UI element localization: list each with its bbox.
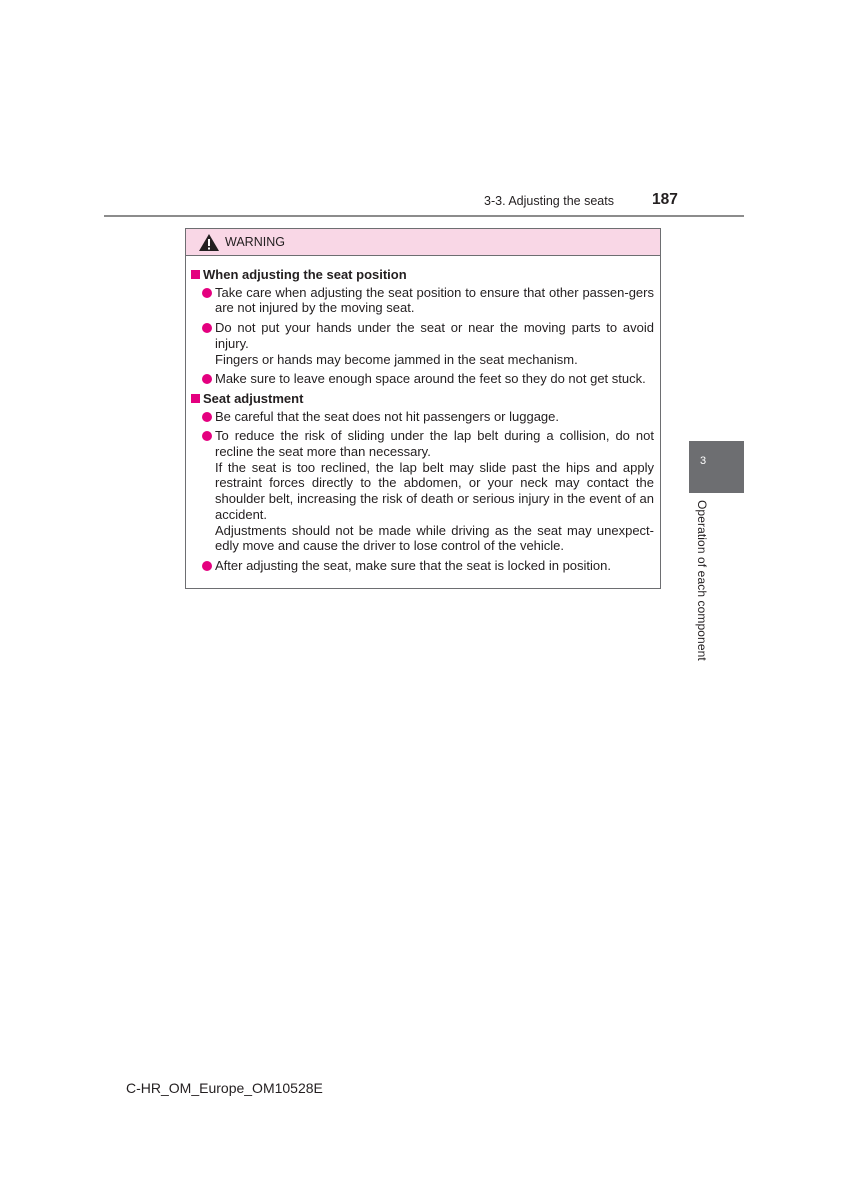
- warning-item-paragraph: Make sure to leave enough space around the feet so they do not get stuck.: [215, 371, 646, 387]
- header-section-title: 3-3. Adjusting the seats: [484, 194, 614, 208]
- chapter-side-tab: [689, 441, 744, 493]
- warning-item-text: [215, 371, 654, 387]
- warning-section-label: When adjusting the seat position: [203, 267, 407, 282]
- warning-list-item: [202, 285, 654, 316]
- warning-list-item: [202, 371, 654, 387]
- warning-triangle-icon: [198, 233, 220, 252]
- warning-item-paragraph: Be careful that the seat does not hit passengers or luggage.: [215, 408, 560, 424]
- document-code: C-HR_OM_Europe_OM10528E: [126, 1080, 323, 1096]
- warning-item-text: [215, 285, 654, 316]
- warning-title: WARNING: [225, 235, 285, 249]
- circle-bullet-icon: [202, 323, 212, 333]
- circle-bullet-icon: [202, 412, 212, 422]
- warning-item-paragraph: Fingers or hands may become jammed in the seat mechanism.: [215, 351, 578, 367]
- page-number: 187: [652, 191, 678, 208]
- warning-list-item: [202, 409, 654, 425]
- warning-item-paragraph: Do not put your hands under the seat or near the moving parts to avoid injury.: [215, 320, 654, 351]
- circle-bullet-icon: [202, 288, 212, 298]
- warning-item-text: [215, 409, 654, 425]
- warning-body: [186, 256, 660, 574]
- warning-item-paragraph: Take care when adjusting the seat position to ensure that other passen-gers are not injured by the moving seat.: [215, 284, 654, 316]
- warning-section-label: Seat adjustment: [203, 390, 304, 406]
- warning-header: [186, 229, 660, 256]
- warning-section-title: [191, 391, 654, 407]
- circle-bullet-icon: [202, 431, 212, 441]
- warning-box: [185, 228, 661, 589]
- circle-bullet-icon: [202, 374, 212, 384]
- warning-item-paragraph: Adjustments should not be made while driving as the seat may unexpect-edly move and cause the driver to lose control of the vehicle.: [215, 522, 654, 554]
- chapter-side-label: Operation of each component: [695, 500, 709, 661]
- warning-item-paragraph: If the seat is too reclined, the lap belt may slide past the hips and apply restraint forces directly to the abdomen, or your neck may contact the shoulder belt, increasing the risk of death or serious injury in the event of an accident.: [215, 459, 654, 522]
- warning-item-text: [215, 320, 654, 367]
- warning-item-paragraph: After adjusting the seat, make sure that the seat is locked in position.: [215, 557, 611, 573]
- warning-list-item: [202, 320, 654, 367]
- header-rule: [104, 215, 744, 217]
- warning-list-item: [202, 428, 654, 554]
- warning-item-text: [215, 558, 654, 574]
- square-bullet-icon: [191, 270, 200, 279]
- warning-item-paragraph: To reduce the risk of sliding under the lap belt during a collision, do not recline the seat more than necessary.: [215, 428, 654, 460]
- warning-list-item: [202, 558, 654, 574]
- square-bullet-icon: [191, 394, 200, 403]
- circle-bullet-icon: [202, 561, 212, 571]
- warning-section-title: [191, 267, 654, 283]
- warning-item-text: [215, 428, 654, 554]
- chapter-number: 3: [699, 455, 707, 467]
